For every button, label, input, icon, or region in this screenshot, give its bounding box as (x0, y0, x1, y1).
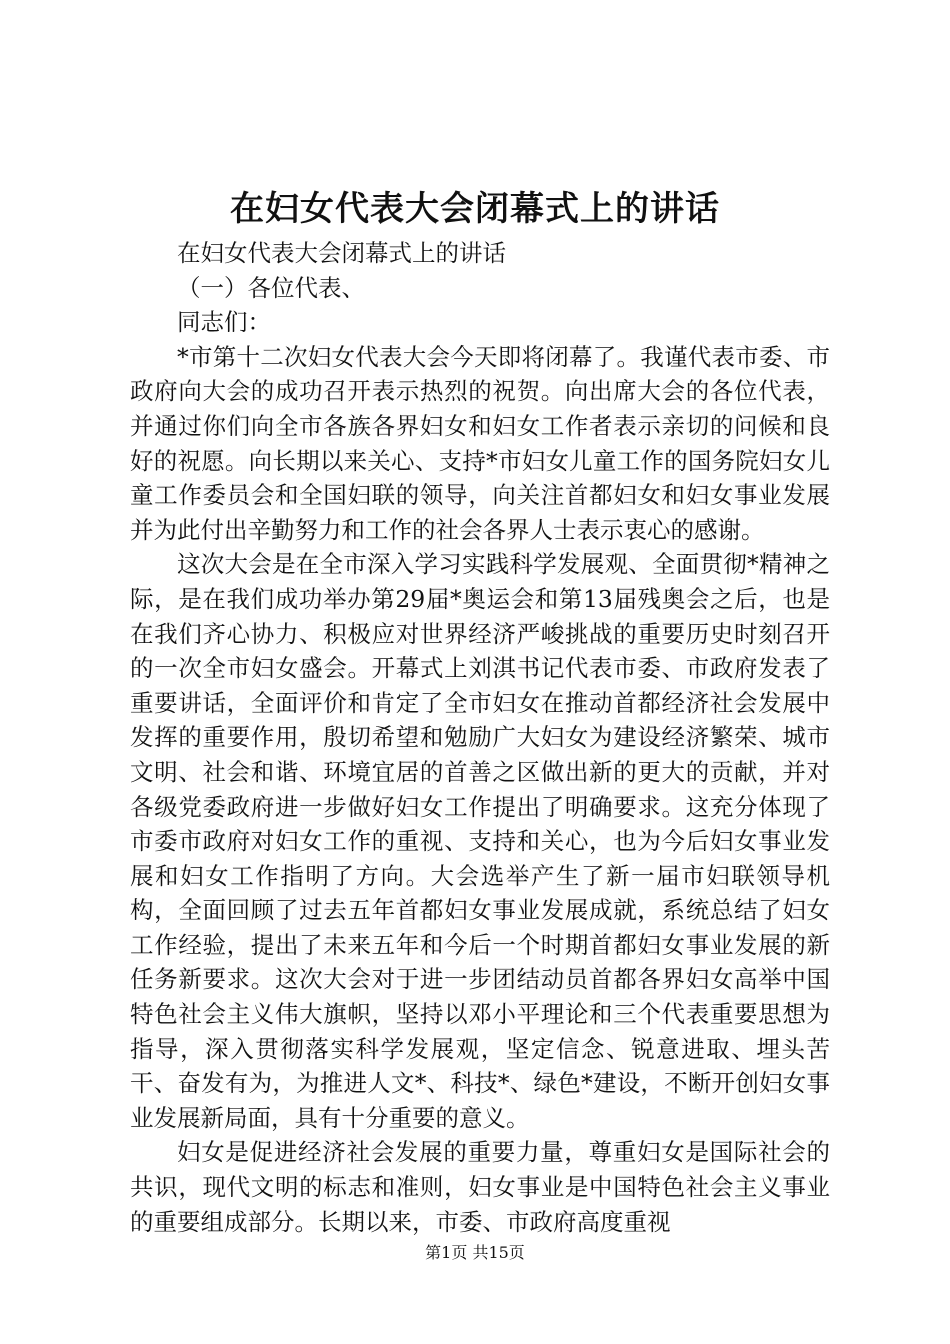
page-footer (0, 1242, 950, 1264)
section-heading: （一）各位代表、 (177, 273, 365, 302)
body-paragraph-1: *市第十二次妇女代表大会今天即将闭幕了。我谨代表市委、市政府向大会的成功召开表示热烈的祝贺。向出席大会的各位代表，并通过你们向全市各族各界妇女和妇女工作者表示亲切的问候和良好的祝愿。向长期以来关心、支持*市妇女儿童工作的国务院妇女儿童工作委员会和全国妇联的领导，向关注首都妇女和妇女事业发展并为此付出辛勤努力和工作的社会各界人士表示衷心的感谢。 (130, 342, 830, 544)
document-title: 在妇女代表大会闭幕式上的讲话 (230, 189, 720, 229)
page-indicator: 第1页 共15页 (425, 1243, 525, 1262)
salutation: 同志们： (177, 308, 271, 337)
body-paragraph-2: 这次大会是在全市深入学习实践科学发展观、全面贯彻*精神之际，是在我们成功举办第29届*奥运会和第13届残奥会之后，也是在我们齐心协力、积极应对世界经济严峻挑战的重要历史时刻召开的一次全市妇女盛会。开幕式上刘淇书记代表市委、市政府发表了重要讲话，全面评价和肯定了全市妇女在推动首都经济社会发展中发挥的重要作用，殷切希望和勉励广大妇女为建设经济繁荣、城市文明、社会和谐、环境宜居的首善之区做出新的更大的贡献，并对各级党委政府进一步做好妇女工作提出了明确要求。这充分体现了市委市政府对妇女工作的重视、支持和关心，也为今后妇女事业发展和妇女工作指明了方向。大会选举产生了新一届市妇联领导机构，全面回顾了过去五年首都妇女事业发展成就，系统总结了妇女工作经验，提出了未来五年和今后一个时期首都妇女事业发展的新任务新要求。这次大会对于进一步团结动员首都各界妇女高举中国特色社会主义伟大旗帜，坚持以邓小平理论和三个代表重要思想为指导，深入贯彻落实科学发展观，坚定信念、锐意进取、埋头苦干、奋发有为，为推进人文*、科技*、绿色*建设，不断开创妇女事业发展新局面，具有十分重要的意义。 (130, 550, 830, 1132)
body-paragraph-3: 妇女是促进经济社会发展的重要力量，尊重妇女是国际社会的共识，现代文明的标志和准则，妇女事业是中国特色社会主义事业的重要组成部分。长期以来，市委、市政府高度重视 (130, 1138, 830, 1236)
document-body (130, 236, 830, 1239)
document-subtitle: 在妇女代表大会闭幕式上的讲话 (177, 239, 506, 267)
